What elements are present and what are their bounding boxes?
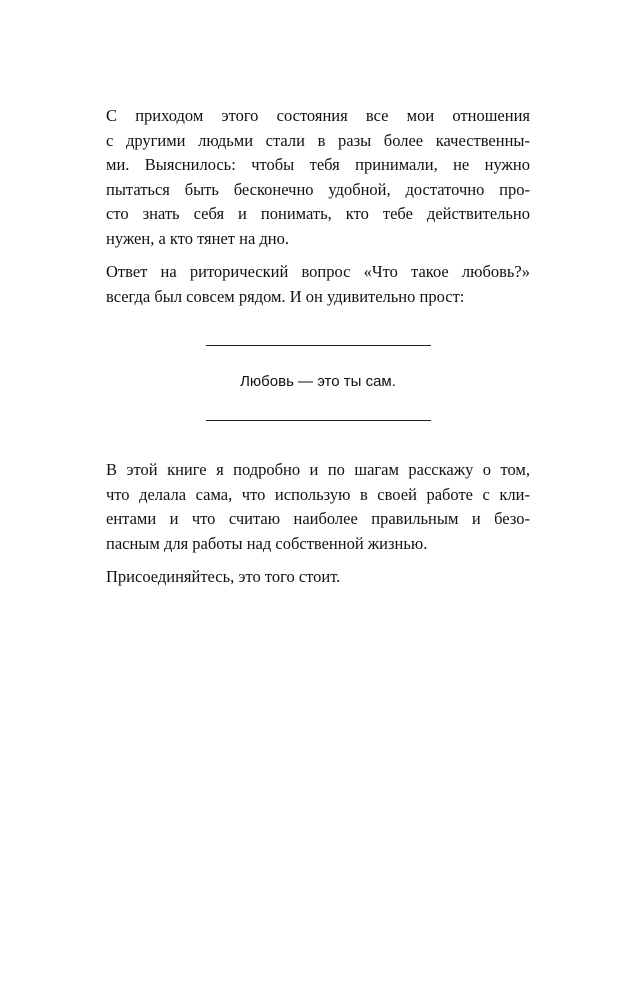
text-line: пытаться быть бесконечно удобной, достаточно про- [106, 179, 530, 199]
text-line: с другими людьми стали в разы более качественны- [106, 130, 530, 150]
text-line: ентами и что считаю наиболее правильным и безо- [106, 509, 530, 528]
text-line: Присоединяйтесь, это того стоит. [106, 567, 341, 586]
quote-divider-bottom [206, 420, 431, 421]
text-line: сто знать себя и понимать, кто тебе действительно [106, 204, 530, 223]
text-line: С приходом этого состояния все мои отношения [106, 106, 530, 125]
text-block-lower [106, 458, 530, 590]
text-line: В этой книге я подробно и по шагам расскажу о том, [106, 460, 530, 479]
text-line: Ответ на риторический вопрос «Что такое любовь?» [106, 262, 530, 281]
paragraph-relationships [106, 104, 530, 251]
text-line: что делала сама, что использую в своей работе с кли- [106, 484, 530, 504]
pull-quote: Любовь — это ты сам. [240, 373, 396, 390]
text-line: пасным для работы над собственной жизнью. [106, 533, 428, 553]
text-block-upper [106, 104, 530, 309]
paragraph-invitation [106, 565, 530, 590]
paragraph-rhetorical-question [106, 260, 530, 309]
text-line: ми. Выяснилось: чтобы тебя принимали, не нужно [106, 155, 530, 174]
text-line: нужен, а кто тянет на дно. [106, 228, 290, 248]
paragraph-book-intro [106, 458, 530, 556]
quote-divider-top [206, 345, 431, 346]
text-line: всегда был совсем рядом. И он удивительно прост: [106, 286, 465, 306]
